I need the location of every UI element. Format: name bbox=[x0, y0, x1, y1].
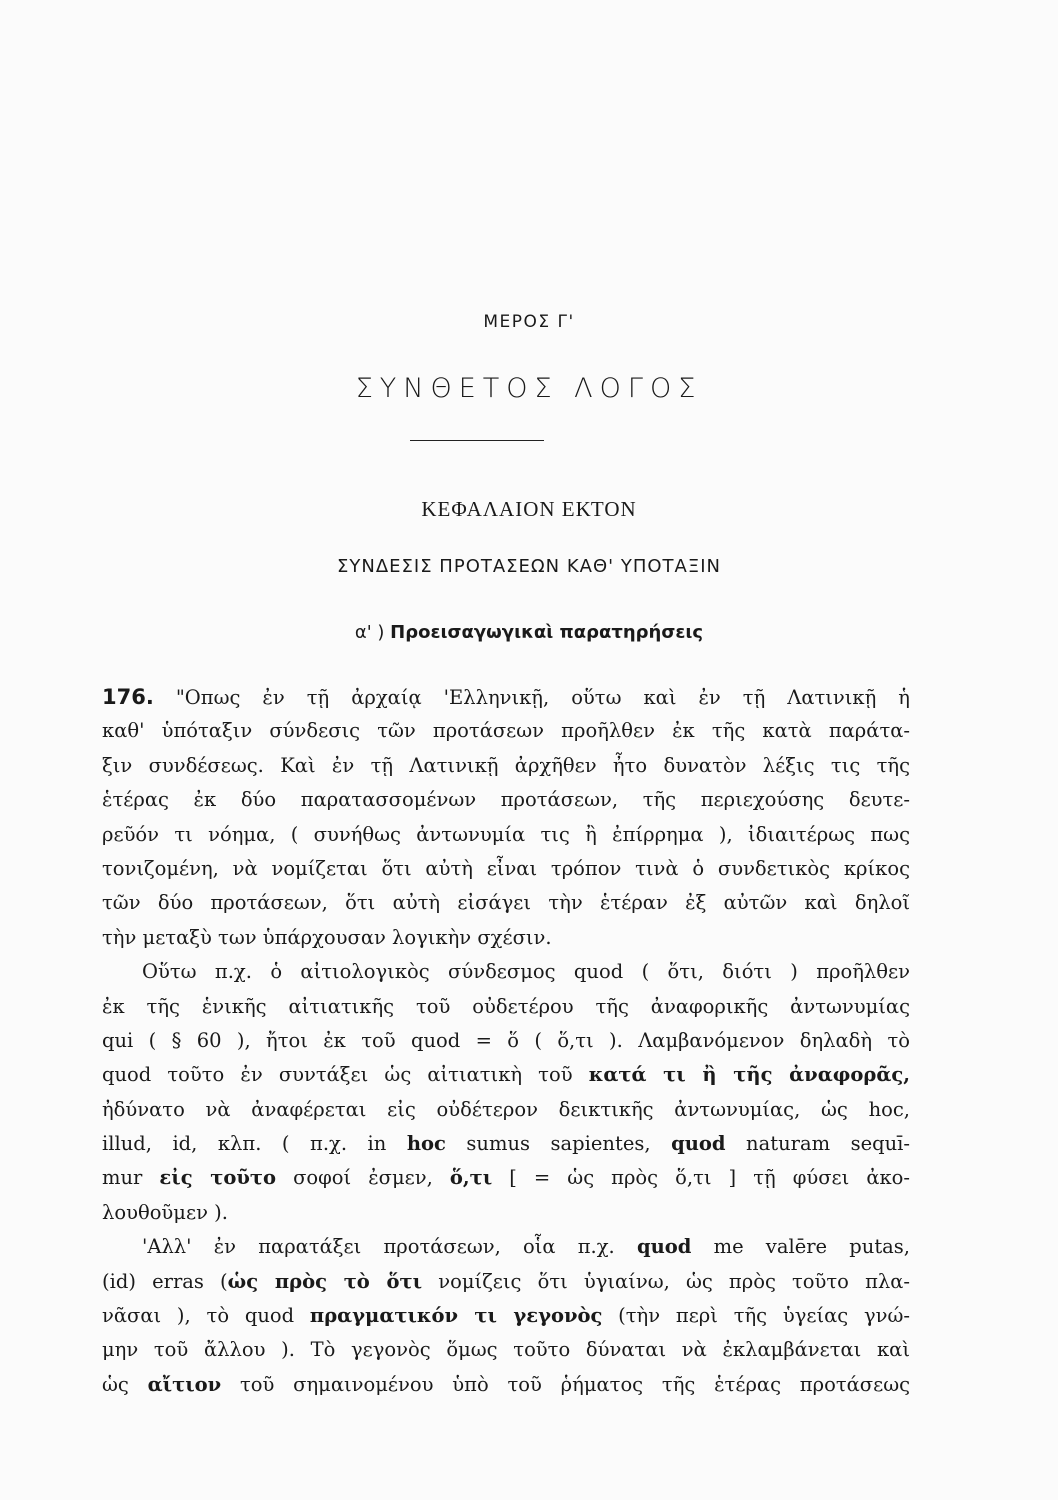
section-heading: ΣΥΝΔΕΣΙΣ ΠΡΟΤΑΣΕΩΝ ΚΑΘ' ΥΠΟΤΑΞΙΝ bbox=[337, 556, 721, 577]
text-line: (id) erras (ὡς πρὸς τὸ ὅτι νομίζεις ὅτι ὑγιαίνω, ὡς πρὸς τοῦτο πλα- bbox=[102, 1269, 910, 1293]
text-line: ὡς αἴτιον τοῦ σημαινομένου ὑπὸ τοῦ ῥήματος τῆς ἑτέρας προτάσεως bbox=[102, 1372, 910, 1396]
bold-phrase: quod bbox=[636, 1235, 692, 1259]
bold-phrase: quod bbox=[671, 1132, 726, 1156]
text-line: quod τοῦτο ἐν συντάξει ὡς αἰτιατικὴ τοῦ κατά τι ἢ τῆς ἀναφορᾶς, bbox=[102, 1063, 910, 1087]
text-line: τῶν δύο προτάσεων, ὅτι αὐτὴ εἰσάγει τὴν ἑτέραν ἐξ αὐτῶν καὶ δηλοῖ bbox=[102, 891, 910, 915]
text-line: τὴν μεταξὺ των ὑπάρχουσαν λογικὴν σχέσιν. bbox=[102, 925, 552, 949]
text-line: νᾶσαι ), τὸ quod πραγματικόν τι γεγονὸς (τὴν περὶ τῆς ὑγείας γνώ- bbox=[102, 1304, 910, 1328]
text-line: τονιζομένη, νὰ νομίζεται ὅτι αὐτὴ εἶναι τρόπον τινὰ ὁ συνδετικὸς κρίκος bbox=[102, 856, 910, 880]
title-divider bbox=[410, 440, 544, 441]
text-line: ἠδύνατο νὰ ἀναφέρεται εἰς οὐδέτερον δεικτικῆς ἀντωνυμίας, ὡς hoc, bbox=[102, 1097, 910, 1121]
bold-phrase: πραγματικόν τι γεγονὸς bbox=[309, 1304, 603, 1328]
chapter-heading: ΚΕΦΑΛΑΙΟΝ ΕΚΤΟΝ bbox=[421, 497, 637, 521]
text-line: ξιν συνδέσεως. Καὶ ἐν τῇ Λατινικῇ ἀρχῆθεν ἦτο δυνατὸν λέξις τις τῆς bbox=[102, 753, 910, 777]
subsection-title: Προεισαγωγικαὶ παρατηρήσεις bbox=[390, 622, 704, 643]
bold-phrase: κατά τι ἢ τῆς ἀναφορᾶς, bbox=[588, 1063, 910, 1087]
text-line: qui ( § 60 ), ἤτοι ἐκ τοῦ quod = ὅ ( ὅ,τι ). Λαμβανόμενον δηλαδὴ τὸ bbox=[102, 1028, 910, 1052]
text-line: 176. "Οπως ἐν τῇ ἀρχαίᾳ 'Ελληνικῇ, οὕτω καὶ ἐν τῇ Λατινικῇ ἡ bbox=[102, 685, 910, 709]
part-heading: ΜΕΡΟΣ Γ' bbox=[483, 312, 575, 332]
paragraph-number: 176. bbox=[102, 685, 154, 709]
bold-phrase: hoc bbox=[406, 1132, 446, 1156]
text-line: μην τοῦ ἄλλου ). Τὸ γεγονὸς ὅμως τοῦτο δύναται νὰ ἐκλαμβάνεται καὶ bbox=[102, 1338, 910, 1362]
text-line: λουθοῦμεν ). bbox=[102, 1200, 228, 1224]
text-line: illud, id, κλπ. ( π.χ. in hoc sumus sapientes, quod naturam sequī- bbox=[102, 1132, 910, 1156]
text-line: Οὕτω π.χ. ὁ αἰτιολογικὸς σύνδεσμος quod ( ὅτι, διότι ) προῆλθεν bbox=[142, 960, 910, 984]
body-text bbox=[102, 680, 910, 1402]
text-line: 'Αλλ' ἐν παρατάξει προτάσεων, οἷα π.χ. quod me valēre putas, bbox=[142, 1235, 910, 1259]
text-line: καθ' ὑπόταξιν σύνδεσις τῶν προτάσεων προῆλθεν ἐκ τῆς κατὰ παράτα- bbox=[102, 719, 910, 743]
bold-phrase: ὅ,τι bbox=[449, 1166, 493, 1190]
text-line: ρεῦόν τι νόημα, ( συνήθως ἀντωνυμία τις ἢ ἐπίρρημα ), ἰδιαιτέρως πως bbox=[102, 822, 910, 846]
subsection-heading bbox=[0, 622, 1058, 643]
text-line: mur εἰς τοῦτο σοφοί ἐσμεν, ὅ,τι [ = ὡς πρὸς ὅ,τι ] τῇ φύσει ἀκο- bbox=[102, 1166, 910, 1190]
text-line: ἐκ τῆς ἑνικῆς αἰτιατικῆς τοῦ οὐδετέρου τῆς ἀναφορικῆς ἀντωνυμίας bbox=[102, 994, 910, 1018]
subsection-label: α' ) bbox=[354, 622, 385, 643]
text-line: ἑτέρας ἐκ δύο παρατασσομένων προτάσεων, τῆς περιεχούσης δευτε- bbox=[102, 788, 910, 812]
bold-phrase: ὡς πρὸς τὸ ὅτι bbox=[227, 1269, 423, 1293]
bold-phrase: αἴτιον bbox=[147, 1372, 222, 1396]
book-section-title: ΣΥΝΘΕΤΟΣ ΛΟΓΟΣ bbox=[355, 373, 703, 404]
bold-phrase: εἰς τοῦτο bbox=[159, 1166, 277, 1190]
